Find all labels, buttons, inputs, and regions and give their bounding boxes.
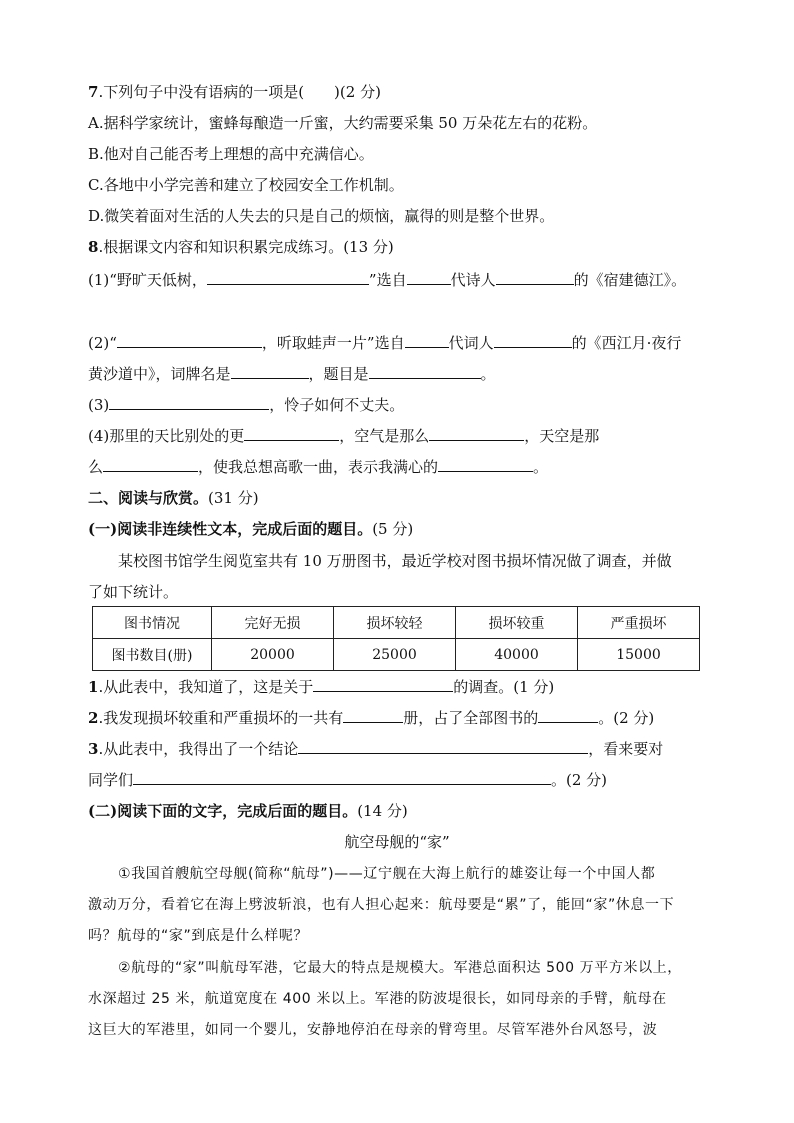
text: 的调查。(1 分)	[453, 678, 555, 696]
paragraph-1-line-1: ①我国首艘航空母舰(简称“航母”)——辽宁舰在大海上航行的雄姿让每一个中国人都	[118, 866, 656, 882]
answer-blank[interactable]	[343, 708, 403, 723]
answer-blank[interactable]	[133, 770, 551, 785]
question-number: 1	[88, 678, 99, 696]
section-score: (31 分)	[208, 489, 259, 507]
text: ，怜子如何不丈夫。	[269, 396, 405, 414]
text: 么	[88, 458, 104, 476]
text: 代词人	[448, 334, 494, 352]
option-b: B.他对自己能否考上理想的高中充满信心。	[88, 145, 374, 163]
question-8-stem	[88, 237, 394, 257]
table-header-cell: 损坏较重	[456, 607, 578, 639]
sub-question-2	[88, 708, 654, 728]
answer-blank[interactable]	[496, 270, 574, 285]
text: 黄沙道中》，词牌名是	[88, 365, 231, 383]
text: 。	[533, 458, 549, 476]
book-condition-table	[92, 606, 700, 671]
part-2-heading	[88, 801, 408, 821]
text: .从此表中，我得出了一个结论	[98, 740, 299, 758]
text: 的《西江月·夜行	[571, 334, 682, 352]
table-cell: 25000	[334, 639, 456, 671]
answer-blank[interactable]	[313, 677, 453, 692]
table-cell: 20000	[212, 639, 334, 671]
paragraph-2-line-3: 这巨大的军港里，如同一个婴儿，安静地停泊在母亲的臂弯里。尽管军港外台风怒号，波	[88, 1022, 658, 1038]
question-7-stem	[88, 82, 381, 102]
option-a: A.据科学家统计，蜜蜂每酿造一斤蜜，大约需要采集 50 万朵花左右的花粉。	[88, 114, 598, 132]
answer-blank[interactable]	[298, 739, 588, 754]
paragraph-1-line-3: 吗？航母的“家”到底是什么样呢？	[88, 928, 309, 944]
text: 册，占了全部图书的	[403, 709, 539, 727]
part-title: (二)阅读下面的文字，完成后面的题目。	[88, 802, 358, 820]
q8-line-3	[88, 364, 496, 384]
paragraph-2-line-1: ②航母的“家”叫航母军港，它最大的特点是规模大。军港总面积达 500 万平方米以上，	[118, 960, 682, 976]
text: 。	[480, 365, 496, 383]
table-cell: 15000	[578, 639, 700, 671]
q8-line-2	[88, 333, 681, 353]
text: ，空气是那么	[339, 427, 430, 445]
answer-blank[interactable]	[438, 457, 533, 472]
answer-blank[interactable]	[407, 270, 451, 285]
question-number: 3	[88, 740, 99, 758]
question-number: 7	[88, 83, 99, 101]
section-title: 二、阅读与欣赏。	[88, 489, 209, 507]
part-score: (5 分)	[372, 520, 414, 538]
answer-blank[interactable]	[207, 270, 369, 285]
text: (4)那里的天比别处的更	[88, 427, 245, 445]
question-number: 2	[88, 709, 99, 727]
text: .我发现损坏较重和严重损坏的一共有	[98, 709, 344, 727]
intro-paragraph-line-2: 了如下统计。	[88, 583, 179, 601]
question-text: .根据课文内容和知识积累完成练习。(13 分)	[98, 238, 394, 256]
q8-line-1	[88, 270, 686, 290]
text: ，题目是	[308, 365, 369, 383]
section-heading	[88, 488, 259, 508]
table-header-cell: 严重损坏	[578, 607, 700, 639]
text: ，听取蛙声一片”选自	[261, 334, 405, 352]
question-text: .下列句子中没有语病的一项是( )(2 分)	[98, 83, 381, 101]
text: 。(2 分)	[598, 709, 655, 727]
table-header-cell: 损坏较轻	[334, 607, 456, 639]
answer-blank[interactable]	[117, 333, 262, 348]
text: (3)	[88, 396, 110, 414]
text: .从此表中，我知道了，这是关于	[98, 678, 314, 696]
option-d: D.微笑着面对生活的人失去的只是自己的烦恼，赢得的则是整个世界。	[88, 207, 555, 225]
text: (1)“野旷天低树，	[88, 271, 207, 289]
text: ”选自	[368, 271, 407, 289]
answer-blank[interactable]	[405, 333, 449, 348]
answer-blank[interactable]	[369, 364, 481, 379]
option-c: C.各地中小学完善和建立了校园安全工作机制。	[88, 176, 404, 194]
sub-question-1	[88, 677, 554, 697]
q8-line-5	[88, 426, 599, 446]
table-cell: 40000	[456, 639, 578, 671]
text: (2)“	[88, 334, 117, 352]
intro-paragraph-line-1: 某校图书馆学生阅览室共有 10 万册图书，最近学校对图书损坏情况做了调查，并做	[118, 552, 672, 570]
q8-line-6	[88, 457, 548, 477]
text: ，看来要对	[588, 740, 664, 758]
answer-blank[interactable]	[244, 426, 339, 441]
part-title: (一)阅读非连续性文本，完成后面的题目。	[88, 520, 373, 538]
paragraph-1-line-2: 激动万分，看着它在海上劈波斩浪，也有人担心起来：航母要是“累”了，能回“家”休息一下	[88, 897, 675, 913]
article-title: 航空母舰的“家”	[344, 833, 450, 851]
text: 的《宿建德江》。	[573, 271, 687, 289]
table-row	[93, 639, 700, 671]
table-cell: 图书数目(册)	[93, 639, 212, 671]
answer-blank[interactable]	[103, 457, 198, 472]
text: ，使我总想高歌一曲，表示我满心的	[198, 458, 439, 476]
question-number: 8	[88, 238, 99, 256]
answer-blank[interactable]	[231, 364, 309, 379]
part-score: (14 分)	[357, 802, 408, 820]
text: 同学们	[88, 771, 134, 789]
q8-line-4	[88, 395, 404, 415]
table-header-row	[93, 607, 700, 639]
answer-blank[interactable]	[538, 708, 598, 723]
answer-blank[interactable]	[109, 395, 269, 410]
text: 。(2 分)	[551, 771, 608, 789]
table-header-cell: 图书情况	[93, 607, 212, 639]
answer-blank[interactable]	[429, 426, 524, 441]
sub-question-3	[88, 739, 663, 759]
text: ，天空是那	[524, 427, 600, 445]
text: 代诗人	[450, 271, 496, 289]
sub-question-3-cont	[88, 770, 607, 790]
paragraph-2-line-2: 水深超过 25 米，航道宽度在 400 米以上。军港的防波堤很长，如同母亲的手臂，航母在	[88, 991, 667, 1007]
part-1-heading	[88, 519, 413, 539]
answer-blank[interactable]	[494, 333, 572, 348]
table-header-cell: 完好无损	[212, 607, 334, 639]
